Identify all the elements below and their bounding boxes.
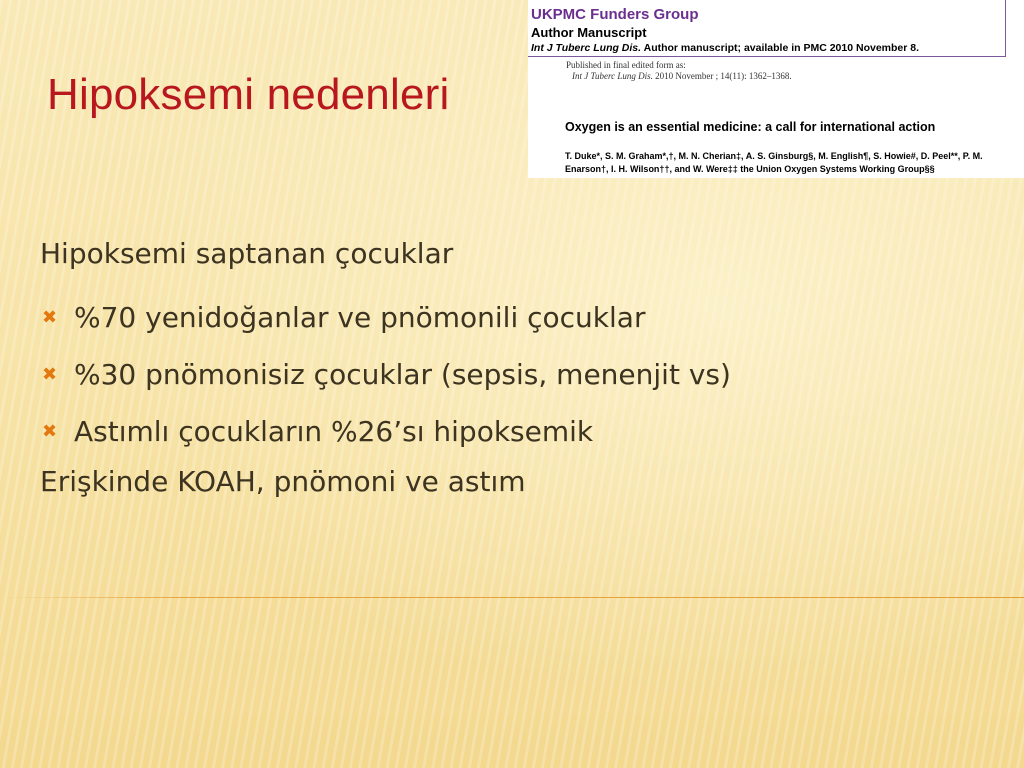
paper-header-rule: [528, 56, 1006, 57]
x-bullet-icon: ✖: [42, 420, 58, 442]
bullet-item: [40, 346, 980, 403]
paper-published-source: [566, 71, 792, 82]
bullet-text: Astımlı çocukların %26’sı hipoksemik: [74, 414, 594, 448]
content-heading: Hipoksemi saptanan çocuklar: [40, 237, 454, 270]
paper-citation-details: Author manuscript; available in PMC 2010 November 8.: [641, 42, 920, 54]
decorative-divider: [0, 597, 1024, 598]
paper-published-details: 2010 November ; 14(11): 1362–1368.: [652, 71, 792, 81]
paper-header-vrule: [1005, 0, 1006, 57]
paper-funder-group: UKPMC Funders Group: [531, 6, 699, 23]
x-bullet-icon: ✖: [42, 306, 58, 328]
slide-content: [40, 232, 980, 517]
paper-excerpt-image: [528, 0, 1024, 178]
bullet-text: %70 yenidoğanlar ve pnömonili çocuklar: [74, 300, 646, 334]
paper-article-title: Oxygen is an essential medicine: a call for international action: [565, 120, 936, 134]
paper-published-journal: Int J Tuberc Lung Dis.: [572, 71, 653, 81]
bullet-item: [40, 289, 980, 346]
paper-citation: [531, 42, 919, 54]
x-bullet-icon: ✖: [42, 363, 58, 385]
bullet-text: %30 pnömonisiz çocuklar (sepsis, menenjit vs): [74, 357, 731, 391]
content-footer-line: Erişkinde KOAH, pnömoni ve astım: [40, 465, 526, 498]
paper-published-note: [566, 60, 792, 82]
paper-published-line: Published in final edited form as:: [566, 60, 686, 70]
bullet-item: [40, 403, 980, 460]
paper-authors: T. Duke*, S. M. Graham*,†, M. N. Cherian‡, A. S. Ginsburg§, M. English¶, S. Howie#, D. Peel**, P. M. Enarson†, I. H. Wilson††, and W. Were‡‡ the Union Oxygen Systems Working Group§§: [565, 151, 983, 174]
paper-citation-journal: Int J Tuberc Lung Dis.: [531, 42, 642, 54]
paper-manuscript-label: Author Manuscript: [531, 25, 647, 40]
slide-title: Hipoksemi nedenleri: [47, 70, 450, 119]
